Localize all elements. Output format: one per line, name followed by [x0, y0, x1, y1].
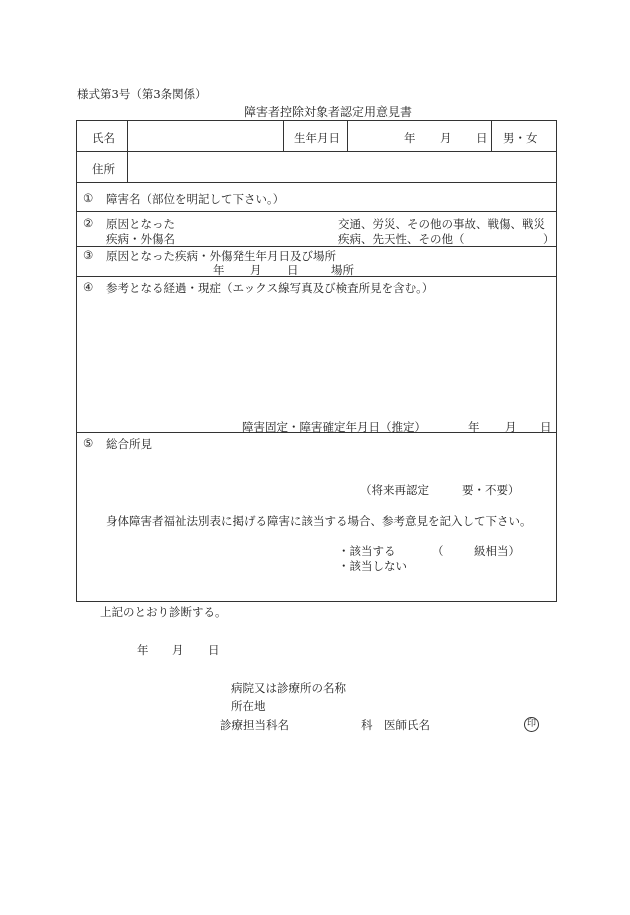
- onset-year-label: 年: [213, 263, 225, 277]
- onset-month-label: 月: [250, 263, 262, 277]
- progress-field[interactable]: [78, 298, 554, 416]
- section-4-number: ④: [83, 280, 94, 294]
- birth-day-label: 日: [476, 131, 488, 145]
- not-applicable-option[interactable]: ・該当しない: [338, 559, 407, 573]
- location-label: 所在地: [231, 699, 266, 713]
- form-number: 様式第3号（第3条関係）: [77, 87, 207, 101]
- doctor-name-label: 医師氏名: [384, 718, 430, 732]
- section-5-label: 総合所見: [106, 437, 152, 451]
- diagnosis-day-label: 日: [208, 643, 220, 657]
- seal-icon: 印: [524, 717, 539, 732]
- department-label: 診療担当科名: [220, 718, 289, 732]
- section-3-label: 原因となった疾病・外傷発生年月日及び場所: [106, 249, 336, 263]
- onset-place-label: 場所: [331, 263, 354, 277]
- section-1-number: ①: [83, 191, 94, 205]
- grade-label: 級相当）: [474, 544, 520, 558]
- form-title: 障害者控除対象者認定用意見書: [244, 105, 413, 119]
- department-ka-label: 科: [361, 718, 373, 732]
- section-2-number: ②: [83, 216, 94, 230]
- section-5-number: ⑤: [83, 436, 94, 450]
- diagnosis-year-label: 年: [137, 643, 149, 657]
- address-label: 住所: [92, 162, 115, 176]
- address-field[interactable]: [128, 153, 554, 181]
- fixed-year-label: 年: [468, 420, 480, 434]
- grade-instruction: 身体障害者福祉法別表に掲げる障害に該当する場合、参考意見を記入して下さい。: [106, 514, 532, 528]
- reassess-label: （将来再認定: [360, 483, 429, 497]
- cause-options-close: ）: [543, 232, 555, 246]
- fixed-day-label: 日: [540, 420, 552, 434]
- name-field[interactable]: [128, 122, 282, 150]
- section-1-label: 障害名（部位を明記して下さい。）: [106, 192, 285, 206]
- section-2-label-line1: 原因となった: [106, 217, 175, 231]
- applicable-option[interactable]: ・該当する: [338, 544, 396, 558]
- birth-year-label: 年: [404, 131, 416, 145]
- birth-month-label: 月: [440, 131, 452, 145]
- section-4-label: 参考となる経過・現症（エックス線写真及び検査所見を含む。）: [106, 281, 434, 295]
- section-3-number: ③: [83, 248, 94, 262]
- fixed-date-label: 障害固定・障害確定年月日（推定）: [242, 420, 426, 434]
- diagnosis-month-label: 月: [172, 643, 184, 657]
- diagnosis-statement: 上記のとおり診断する。: [100, 605, 227, 619]
- cause-options-line1: 交通、労災、その他の事故、戦傷、戦災: [338, 217, 545, 231]
- fixed-month-label: 月: [505, 420, 517, 434]
- hospital-name-label: 病院又は診療所の名称: [231, 681, 346, 695]
- onset-day-label: 日: [287, 263, 299, 277]
- grade-open-paren: （: [432, 544, 444, 558]
- birthdate-label: 生年月日: [294, 131, 340, 145]
- reassess-options[interactable]: 要・不要）: [462, 483, 520, 497]
- name-label: 氏名: [92, 131, 115, 145]
- section-2-label-line2: 疾病・外傷名: [106, 232, 175, 246]
- sex-options[interactable]: 男・女: [503, 131, 538, 145]
- cause-options-line2: 疾病、先天性、その他（: [338, 232, 465, 246]
